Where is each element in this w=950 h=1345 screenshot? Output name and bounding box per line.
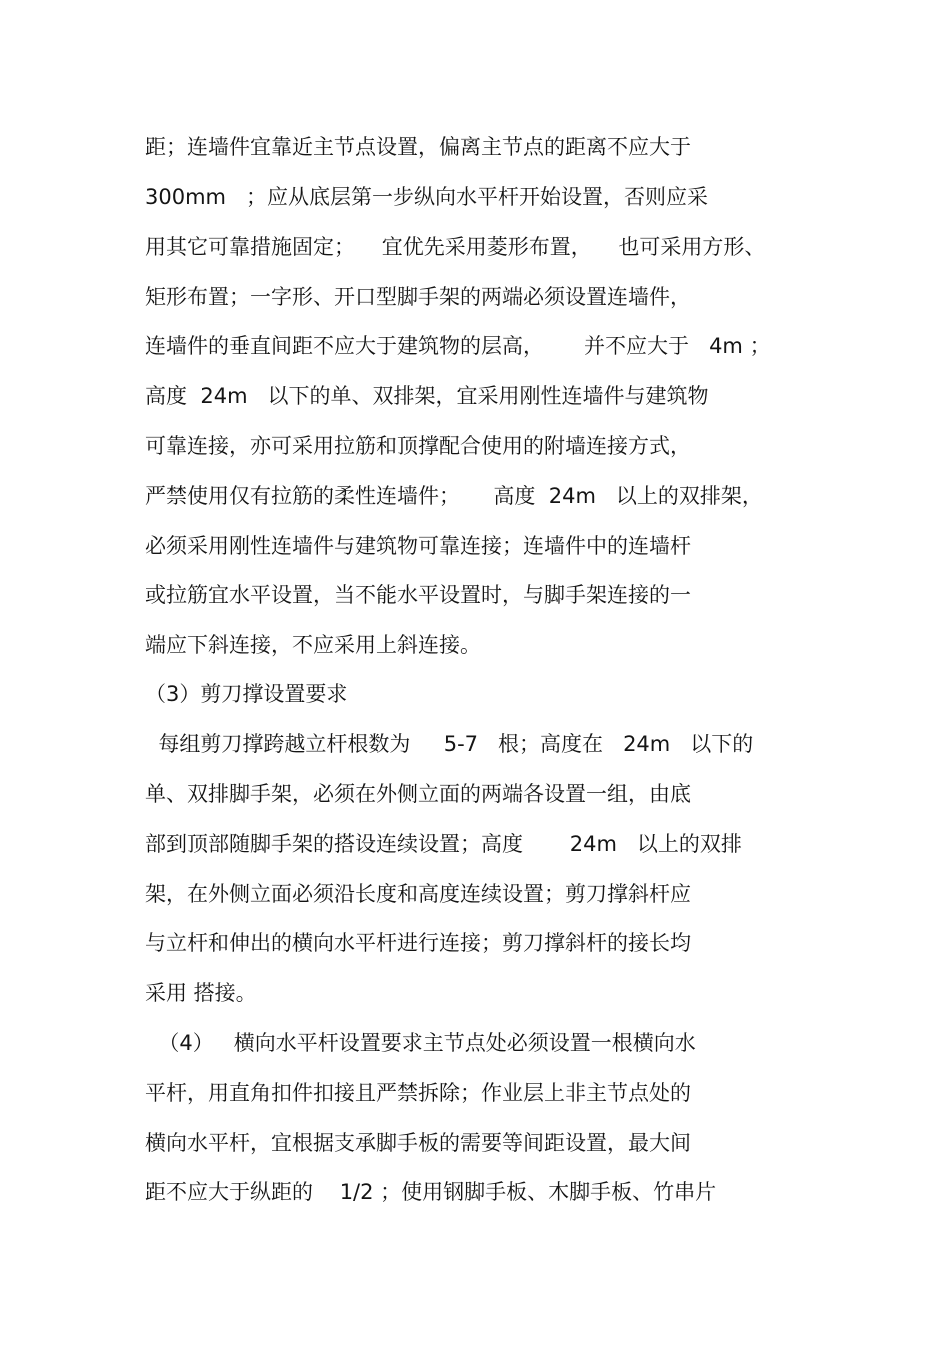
text-line: 或拉筋宜水平设置，当不能水平设置时，与脚手架连接的一 <box>145 583 691 607</box>
text-line: 300mm ；应从底层第一步纵向水平杆开始设置，否则应采 <box>145 185 709 209</box>
text-line: 部到顶部随脚手架的搭设连续设置；高度 24m 以上的双排 <box>145 832 742 856</box>
text-line: 每组剪刀撑跨越立杆根数为 5-7 根；高度在 24m 以下的 <box>145 732 754 756</box>
text-line: 平杆，用直角扣件扣接且严禁拆除；作业层上非主节点处的 <box>145 1081 691 1105</box>
text-line: 高度 24m 以下的单、双排架，宜采用刚性连墙件与建筑物 <box>145 384 709 408</box>
text-line: 严禁使用仅有拉筋的柔性连墙件； 高度 24m 以上的双排架， <box>145 484 763 508</box>
text-line: 端应下斜连接，不应采用上斜连接。 <box>145 633 481 657</box>
text-line: 用其它可靠措施固定； 宜优先采用菱形布置， 也可采用方形、 <box>145 235 766 259</box>
text-line: 连墙件的垂直间距不应大于建筑物的层高， 并不应大于 4m ； <box>145 334 771 358</box>
section-heading: （3）剪刀撑设置要求 <box>145 682 348 706</box>
text-line: 矩形布置；一字形、开口型脚手架的两端必须设置连墙件， <box>145 285 691 309</box>
text-line: 采用 搭接。 <box>145 981 257 1005</box>
text-line: 横向水平杆，宜根据支承脚手板的需要等间距设置，最大间 <box>145 1131 691 1155</box>
text-line: 架，在外侧立面必须沿长度和高度连续设置；剪刀撑斜杆应 <box>145 882 691 906</box>
text-line: 与立杆和伸出的横向水平杆进行连接；剪刀撑斜杆的接长均 <box>145 931 691 955</box>
text-line: 可靠连接，亦可采用拉筋和顶撑配合使用的附墙连接方式， <box>145 434 691 458</box>
section-heading: （4） 横向水平杆设置要求主节点处必须设置一根横向水 <box>145 1031 696 1055</box>
text-line: 距；连墙件宜靠近主节点设置，偏离主节点的距离不应大于 <box>145 135 691 159</box>
text-line: 距不应大于纵距的 1/2 ；使用钢脚手板、木脚手板、竹串片 <box>145 1180 717 1204</box>
text-line: 必须采用刚性连墙件与建筑物可靠连接；连墙件中的连墙杆 <box>145 534 691 558</box>
text-line: 单、双排脚手架，必须在外侧立面的两端各设置一组，由底 <box>145 782 691 806</box>
